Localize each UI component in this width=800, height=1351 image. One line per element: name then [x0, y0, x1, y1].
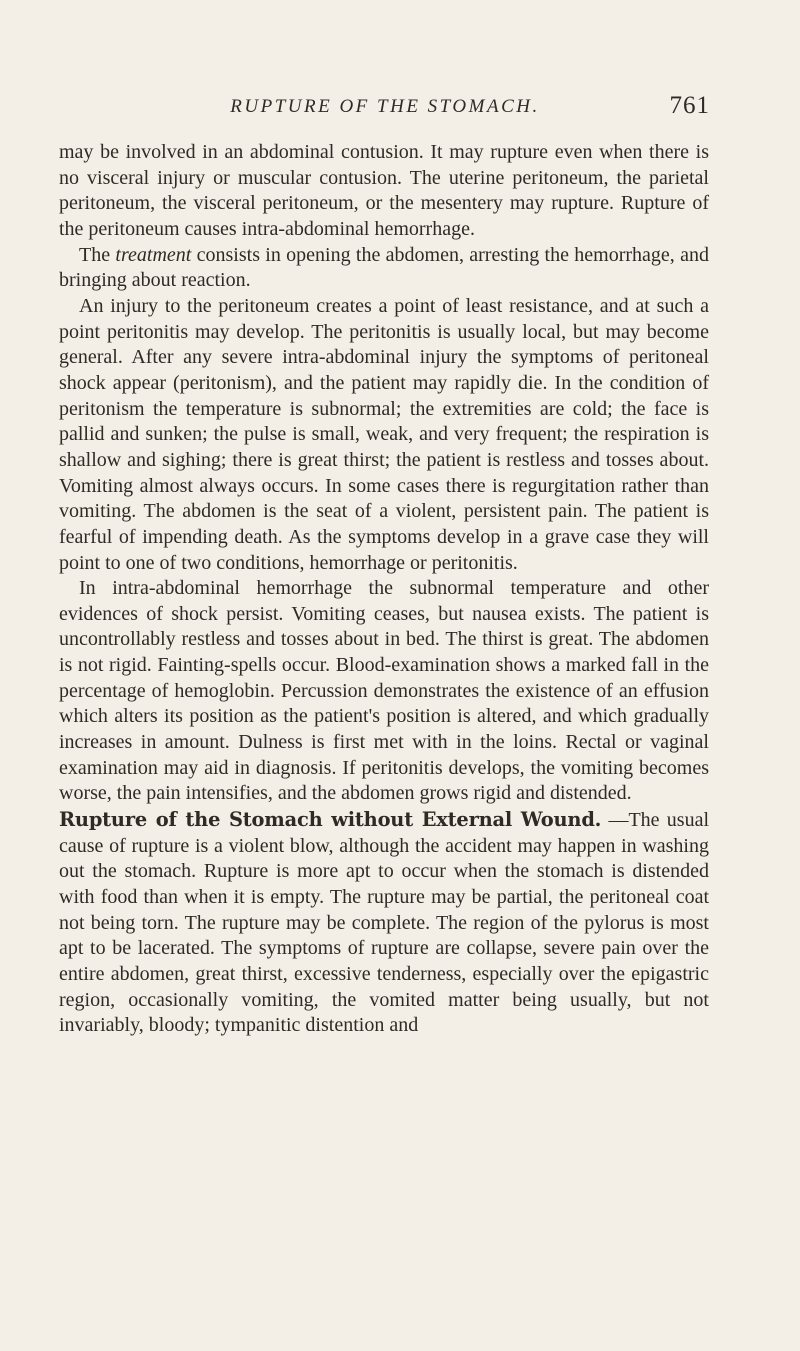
body-text	[59, 140, 709, 1039]
running-head	[60, 92, 710, 122]
paragraph-stomach-rupture	[59, 807, 709, 1039]
paragraph-peritonitis: An injury to the peritoneum creates a point of least resistance, and at such a point peritonitis may develop. The peritonitis is usually local, but may become general. After any severe intra-abdominal injury the symptoms of peritoneal shock appear (peritonism), and the patient may rapidly die. In the condition of peritonism the temperature is subnormal; the extremities are cold; the face is pallid and sunken; the pulse is small, weak, and very frequent; the respiration is shallow and sighing; there is great thirst; the patient is restless and tosses about. Vomiting almost always occurs. In some cases there is regurgitation rather than vomiting. The abdomen is the seat of a violent, persistent pain. The patient is fearful of impending death. As the symptoms develop in a grave case they will point to one of two conditions, hemorrhage or peritonitis.	[59, 294, 709, 574]
paragraph-treatment-rest: consists in opening the abdomen, arresting the hemorrhage, and bringing about reaction.	[59, 243, 709, 292]
page-number: 761	[669, 92, 710, 119]
paragraph-contusion: may be involved in an abdominal contusion. It may rupture even when there is no visceral injury or muscular contusion. The uterine peritoneum, the parietal peritoneum, the visceral peritoneum, or the mesentery may rupture. Rupture of the peritoneum causes intra-abdominal hemorrhage.	[59, 141, 709, 240]
treatment-emphasis: treatment	[115, 243, 192, 266]
section-heading: Rupture of the Stomach without External Wound.	[59, 808, 602, 832]
paragraph-treatment-lead: The	[79, 243, 116, 266]
running-title: RUPTURE OF THE STOMACH.	[230, 96, 540, 117]
paragraph-stomach-rupture-text: —The usual cause of rupture is a violent blow, although the accident may happen in washing out the stomach. Rupture is more apt to occur when the stomach is distended with food than when it is empty. The rupture may be partial, the peritoneal coat not being torn. The rupture may be complete. The region of the pylorus is most apt to be lacerated. The symptoms of rupture are collapse, severe pain over the entire abdomen, great thirst, excessive tenderness, especially over the epigastric region, occasionally vomiting, the vomited matter being usually, but not invariably, bloody; tympanitic distention and	[59, 809, 710, 1037]
paragraph-hemorrhage: In intra-abdominal hemorrhage the subnormal temperature and other evidences of shock persist. Vomiting ceases, but nausea exists. The patient is uncontrollably restless and tosses about in bed. The thirst is great. The abdomen is not rigid. Fainting-spells occur. Blood-examination shows a marked fall in the percentage of hemoglobin. Percussion demonstrates the existence of an effusion which alters its position as the patient's position is altered, and which gradually increases in amount. Dulness is first met with in the loins. Rectal or vaginal examination may aid in diagnosis. If peritonitis develops, the vomiting becomes worse, the pain intensifies, and the abdomen grows rigid and distended.	[59, 577, 709, 805]
paragraph-treatment	[59, 243, 709, 294]
